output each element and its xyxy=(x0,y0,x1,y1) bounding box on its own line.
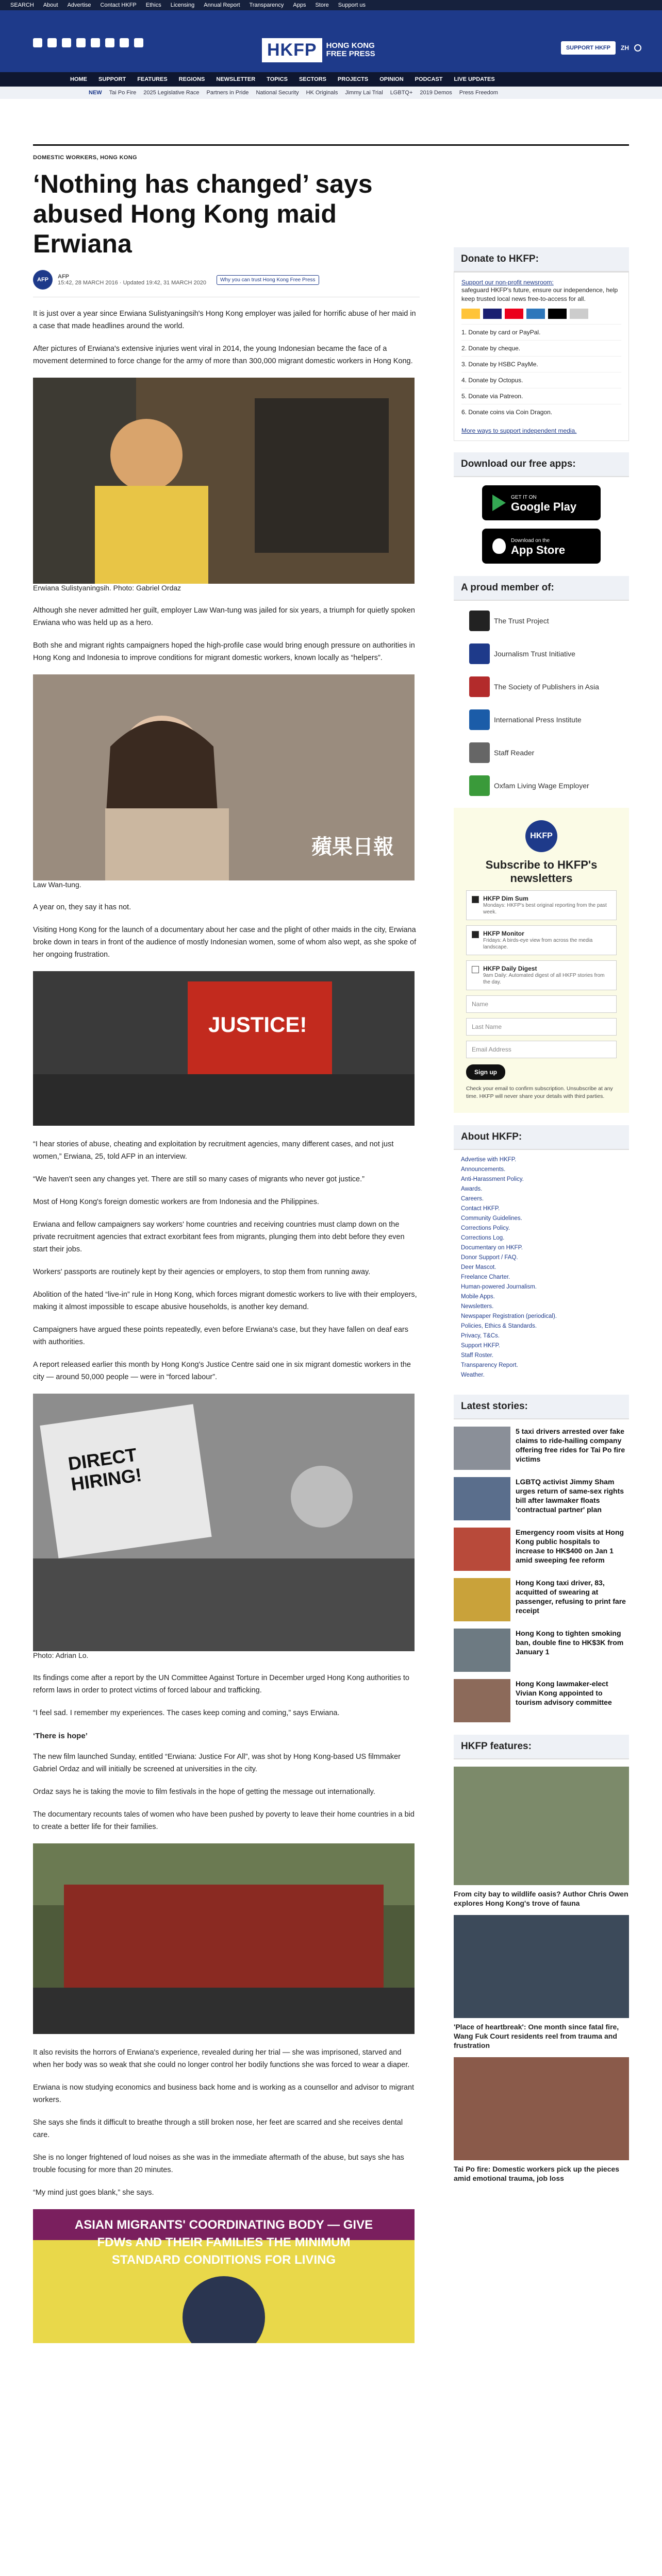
last-name-field[interactable]: Last Name xyxy=(466,1018,617,1036)
photo-erwiana xyxy=(33,378,415,584)
paragraph: “I feel sad. I remember my experiences. The cases keep coming and coming,” says Erwiana. xyxy=(33,1709,340,1717)
feature-image[interactable] xyxy=(454,1915,629,2018)
google-play-badge[interactable] xyxy=(482,485,601,520)
about-link[interactable]: Deer Mascot. xyxy=(461,1264,496,1270)
member-widget xyxy=(454,576,629,799)
feature-image[interactable] xyxy=(454,2057,629,2160)
latest-story[interactable] xyxy=(454,1629,629,1672)
newsletter-option-text xyxy=(483,965,611,986)
figure xyxy=(33,2209,420,2343)
newsletter-option-monitor[interactable] xyxy=(466,925,617,955)
app-store-small: Download on the xyxy=(511,538,550,544)
nav-opinion[interactable]: OPINION xyxy=(379,76,404,82)
donate-option[interactable]: 6. Donate coins via Coin Dragon. xyxy=(461,404,621,420)
paragraph: Erwiana and fellow campaigners say workers' home countries and receiving countries must clamp down on the private recruitment agencies that extract exorbitant fees from migrants, plunging them into debt before they even start their jobs. xyxy=(33,1221,405,1253)
utility-link-about[interactable]: About xyxy=(43,2,58,8)
about-link[interactable]: Freelance Charter. xyxy=(461,1274,510,1280)
nav-sectors[interactable]: SECTORS xyxy=(299,76,326,82)
utility-link-annual-report[interactable]: Annual Report xyxy=(204,2,240,8)
member-name: Oxfam Living Wage Employer xyxy=(494,782,589,790)
nav-home[interactable]: HOME xyxy=(70,76,87,82)
story-thumbnail xyxy=(454,1477,510,1520)
utility-link-support[interactable]: Support us xyxy=(338,2,366,8)
utility-link-advertise[interactable]: Advertise xyxy=(67,2,91,8)
paragraph: Both she and migrant rights campaigners hoped the high-profile case would bring enough pressure on authorities in Hong Kong and Indonesia to improve conditions for migrant domestic workers, known locally as “helpers”. xyxy=(33,641,415,662)
figure xyxy=(33,674,420,889)
about-link[interactable]: Documentary on HKFP. xyxy=(461,1245,523,1251)
story-headline[interactable]: Emergency room visits at Hong Kong public hospitals to increase to HK$400 on Jan 1 amid sweeping fee reform xyxy=(516,1528,624,1564)
support-hkfp-button[interactable]: SUPPORT HKFP xyxy=(561,41,616,55)
newsletter-desc: Mondays: HKFP's best original reporting from the past week. xyxy=(483,903,607,915)
story-thumbnail xyxy=(454,1629,510,1672)
utility-link-licensing[interactable]: Licensing xyxy=(170,2,195,8)
trending-link[interactable]: HK Originals xyxy=(306,90,338,96)
trending-link[interactable]: National Security xyxy=(256,90,299,96)
sidebar xyxy=(454,247,629,2183)
apple-icon xyxy=(492,538,506,554)
google-play-icon xyxy=(492,495,506,511)
article-body xyxy=(33,308,420,2343)
donate-body xyxy=(454,272,629,441)
newsletter-name: HKFP Dim Sum xyxy=(483,895,528,902)
latest-story[interactable] xyxy=(454,1477,629,1520)
apps-title: Download our free apps: xyxy=(454,452,629,477)
paragraph: A year on, they say it has not. xyxy=(33,903,131,911)
about-link[interactable]: Corrections Policy. xyxy=(461,1225,510,1231)
figure xyxy=(33,971,420,1126)
newsletter-name: HKFP Daily Digest xyxy=(483,965,537,972)
nav-features[interactable]: FEATURES xyxy=(137,76,168,82)
sopa-logo xyxy=(469,676,490,697)
donate-widget xyxy=(454,247,629,441)
utility-link-store[interactable]: Store xyxy=(315,2,329,8)
feature-headline[interactable]: 'Place of heartbreak': One month since fatal fire, Wang Fuk Court residents reel from trauma and frustration xyxy=(454,2023,619,2049)
googlepay-icon xyxy=(570,309,588,319)
member-name: International Press Institute xyxy=(494,716,582,724)
paragraph: It also revisits the horrors of Erwiana's experience, revealed during her trial — she was imprisoned, starved and when her body was so weak that she could no longer control her bodily functions she was forced to wear a diaper. xyxy=(33,2048,410,2069)
donate-option[interactable]: 5. Donate via Patreon. xyxy=(461,388,621,404)
story-headline[interactable]: LGBTQ activist Jimmy Sham urges return of same-sex rights bill after lawmaker floats 'contractual partner' plan xyxy=(516,1478,624,1514)
photo-illustration xyxy=(33,378,415,584)
newsletter-option-dim-sum[interactable] xyxy=(466,890,617,920)
nav-projects[interactable]: PROJECTS xyxy=(337,76,369,82)
paragraph: Most of Hong Kong's foreign domestic workers are from Indonesia and the Philippines. xyxy=(33,1198,319,1206)
facebook-icon[interactable] xyxy=(33,38,42,47)
donate-option[interactable]: 4. Donate by Octopus. xyxy=(461,372,621,388)
about-link[interactable]: Contact HKFP. xyxy=(461,1206,500,1212)
donate-text: safeguard HKFP's future, ensure our independence, help keep trusted local news free-to-access for all. xyxy=(461,286,618,302)
photo-direct-hiring xyxy=(33,1394,415,1651)
mail-icon[interactable] xyxy=(120,38,129,47)
instagram-icon[interactable] xyxy=(62,38,71,47)
trending-link[interactable]: LGBTQ+ xyxy=(390,90,413,96)
latest-widget xyxy=(454,1395,629,1722)
latest-story[interactable] xyxy=(454,1578,629,1621)
x-icon[interactable] xyxy=(47,38,57,47)
latest-story[interactable] xyxy=(454,1427,629,1470)
latest-story[interactable] xyxy=(454,1528,629,1571)
figure xyxy=(33,1843,420,2034)
photo-rally xyxy=(33,1843,415,2034)
name-field[interactable]: Name xyxy=(466,995,617,1013)
newsletter-fineprint: Check your email to confirm subscription. Unsubscribe at any time. HKFP will never share your details with third parties. xyxy=(466,1086,613,1099)
member-oxfam[interactable] xyxy=(469,773,629,799)
newsletter-option-text xyxy=(483,930,611,951)
latest-title: Latest stories: xyxy=(454,1395,629,1419)
app-store-text xyxy=(511,535,565,557)
nav-support[interactable]: SUPPORT xyxy=(98,76,126,82)
about-link[interactable]: Mobile Apps. xyxy=(461,1294,495,1300)
trending-link[interactable]: Tai Po Fire xyxy=(109,90,137,96)
language-toggle[interactable]: ZH xyxy=(621,44,629,52)
paragraph: “My mind just goes blank,” she says. xyxy=(33,2189,154,2197)
donate-option[interactable]: 3. Donate by HSBC PayMe. xyxy=(461,356,621,372)
photo-justice-protest xyxy=(33,971,415,1126)
logo-mark: HKFP xyxy=(262,38,322,62)
member-trust-project[interactable] xyxy=(469,608,629,634)
member-sopa[interactable] xyxy=(469,674,629,700)
article-kicker[interactable]: DOMESTIC WORKERS, HONG KONG xyxy=(33,155,137,161)
apps-widget xyxy=(454,452,629,564)
feature-headline[interactable]: From city bay to wildlife oasis? Author Chris Owen explores Hong Kong's trove of fauna xyxy=(454,1890,628,1907)
author-avatar[interactable]: AFP xyxy=(33,270,53,290)
site-logo[interactable] xyxy=(262,34,401,66)
nav-regions[interactable]: REGIONS xyxy=(178,76,205,82)
paragraph: After pictures of Erwiana's extensive injuries went viral in 2014, the young Indonesian became the face of a movement determined to force change for the army of more than 300,000 migrant domestic workers in Hong Kong. xyxy=(33,345,413,365)
linkedin-icon[interactable] xyxy=(91,38,100,47)
checkbox[interactable] xyxy=(472,931,479,938)
donate-link[interactable]: Support our non-profit newsroom: xyxy=(461,279,554,286)
about-link[interactable]: Weather. xyxy=(461,1372,485,1378)
byline xyxy=(33,270,420,290)
feature-image[interactable] xyxy=(454,1767,629,1885)
about-link[interactable]: Human-powered Journalism. xyxy=(461,1284,537,1290)
utility-bar xyxy=(0,0,662,10)
about-links xyxy=(454,1150,629,1385)
staff-reader-logo xyxy=(469,742,490,763)
newsletter-title: Subscribe to HKFP's newsletters xyxy=(485,858,598,885)
member-name: Journalism Trust Initiative xyxy=(494,650,575,658)
about-title: About HKFP: xyxy=(454,1125,629,1150)
member-title: A proud member of: xyxy=(454,576,629,601)
newsletter-name: HKFP Monitor xyxy=(483,930,524,937)
why-trust-button[interactable]: Why you can trust Hong Kong Free Press xyxy=(217,275,319,285)
nav-newsletter[interactable]: NEWSLETTER xyxy=(216,76,256,82)
author-name[interactable]: AFP xyxy=(58,274,69,280)
about-link[interactable]: Newsletters. xyxy=(461,1303,494,1310)
byline-text xyxy=(58,274,206,286)
visa-icon xyxy=(483,309,502,319)
features-widget xyxy=(454,1735,629,2183)
about-link[interactable]: Policies, Ethics & Standards. xyxy=(461,1323,537,1329)
payment-icons xyxy=(461,309,621,319)
paragraph: She is no longer frightened of loud noises as she was in the immediate aftermath of the abuse, but says she has trouble focusing for more than 20 minutes. xyxy=(33,2154,404,2174)
about-link[interactable]: Transparency Report. xyxy=(461,1362,518,1368)
photo-illustration xyxy=(33,971,415,1126)
story-thumbnail xyxy=(454,1427,510,1470)
signup-button[interactable]: Sign up xyxy=(466,1064,505,1080)
paragraph: Abolition of the hated “live-in” rule in Hong Kong, which forces migrant domestic workers to live with their employers, making it almost impossible to escape abusive households, is another key demand. xyxy=(33,1291,417,1311)
member-name: Staff Reader xyxy=(494,749,535,757)
threads-icon[interactable] xyxy=(76,38,86,47)
about-link[interactable]: Privacy, T&Cs. xyxy=(461,1333,500,1339)
member-ipi[interactable] xyxy=(469,707,629,733)
utility-link-apps[interactable]: Apps xyxy=(293,2,306,8)
features-title: HKFP features: xyxy=(454,1735,629,1759)
trending-link[interactable]: 2025 Legislative Race xyxy=(143,90,200,96)
newspaper-watermark: 蘋果日報 xyxy=(311,835,394,859)
article xyxy=(33,155,420,2355)
nav-live-updates[interactable]: LIVE UPDATES xyxy=(454,76,495,82)
newsletter-desc: Fridays: A birds-eye view from across the media landscape. xyxy=(483,938,593,950)
checkbox[interactable] xyxy=(472,896,479,903)
utility-link-contact[interactable]: Contact HKFP xyxy=(100,2,137,8)
nav-topics[interactable]: TOPICS xyxy=(267,76,288,82)
story-thumbnail xyxy=(454,1578,510,1621)
mastercard-icon xyxy=(505,309,523,319)
story-headline[interactable]: 5 taxi drivers arrested over fake claims to ride-hailing company offering free rides for Tai Po fire victims xyxy=(516,1427,625,1463)
about-link[interactable]: Community Guidelines. xyxy=(461,1215,522,1222)
header-divider xyxy=(33,144,629,146)
paragraph: She says she finds it difficult to breathe through a still broken nose, her feet are scarred and she receives dental care. xyxy=(33,2119,403,2139)
article-title: ‘Nothing has changed’ says abused Hong Kong maid Erwiana xyxy=(33,170,373,258)
newsletter-widget xyxy=(454,808,629,1113)
site-header xyxy=(0,10,662,72)
trending-link[interactable]: Press Freedom xyxy=(459,90,498,96)
newsletter-option-daily-digest[interactable] xyxy=(466,960,617,990)
about-link[interactable]: Announcements. xyxy=(461,1166,506,1173)
newsletter-option-text xyxy=(483,895,611,916)
banner-text: ASIAN MIGRANTS' COORDINATING BODY — GIVE FDWs AND THEIR FAMILIES THE MINIMUM STANDARD CONDITIONS FOR LIVING xyxy=(74,2218,373,2267)
amex-icon xyxy=(526,309,545,319)
figure xyxy=(33,1394,420,1659)
checkbox[interactable] xyxy=(472,966,479,973)
photo-amcb-banner xyxy=(33,2209,415,2343)
paragraph: A report released earlier this month by Hong Kong's Justice Centre said one in six migrant domestic workers in the city — around 50,000 people — were in “forced labour”. xyxy=(33,1361,411,1381)
youtube-icon[interactable] xyxy=(105,38,114,47)
subheading: ‘There is hope’ xyxy=(33,1732,88,1740)
logo-line-1: HONG KONG xyxy=(326,41,375,50)
newsletter-logo: HKFP xyxy=(525,820,557,852)
utility-link-transparency[interactable]: Transparency xyxy=(249,2,284,8)
member-staff-reader[interactable] xyxy=(469,740,629,766)
ipi-logo xyxy=(469,709,490,730)
trending-link[interactable]: Jimmy Lai Trial xyxy=(345,90,383,96)
paragraph: Workers' passports are routinely kept by their agencies or employers, to stop them from running away. xyxy=(33,1268,371,1276)
about-link[interactable]: Careers. xyxy=(461,1196,484,1202)
paragraph: “We haven't seen any changes yet. There are still so many cases of migrants who never got justice.” xyxy=(33,1175,365,1183)
paragraph: The new film launched Sunday, entitled “Erwiana: Justice For All”, was shot by Hong Kong-based US filmmaker Gabriel Ordaz and will initially be screened at universities in the city. xyxy=(33,1753,401,1773)
main-nav xyxy=(0,72,662,87)
logo-text xyxy=(326,42,375,58)
paragraph: Visiting Hong Kong for the launch of a documentary about her case and the plight of other maids in the city, Erwiana broke down in tears in front of the audience of mostly Indonesian women, some of whom also wept, as she spoke of her ongoing frustration. xyxy=(33,926,417,959)
oxfam-logo xyxy=(469,775,490,796)
story-headline[interactable]: Hong Kong to tighten smoking ban, double fine to HK$3K from January 1 xyxy=(516,1629,624,1656)
paypal-icon xyxy=(461,309,480,319)
paragraph: Although she never admitted her guilt, employer Law Wan-tung was jailed for six years, a triumph for quietly spoken Erwiana who was held up as a hero. xyxy=(33,606,415,627)
story-headline[interactable]: Hong Kong taxi driver, 83, acquitted of swearing at passenger, refusing to print fare receipt xyxy=(516,1579,626,1615)
paragraph: The documentary recounts tales of women who have been pushed by poverty to leave their home countries in a bid to create a better life for their families. xyxy=(33,1810,415,1831)
about-link[interactable]: Newspaper Registration (periodical). xyxy=(461,1313,557,1319)
social-links xyxy=(33,38,143,47)
jti-logo xyxy=(469,643,490,664)
paragraph: It is just over a year since Erwiana Sulistyaningsih's Hong Kong employer was jailed for horrific abuse of her maid in a case that made headlines around the world. xyxy=(33,310,416,330)
photo-law-wan-tung xyxy=(33,674,415,880)
rss-icon[interactable] xyxy=(134,38,143,47)
trust-project-logo xyxy=(469,611,490,631)
story-thumbnail xyxy=(454,1679,510,1722)
search-icon[interactable] xyxy=(634,44,641,52)
donate-option[interactable]: 2. Donate by cheque. xyxy=(461,340,621,356)
story-thumbnail xyxy=(454,1528,510,1571)
donate-title: Donate to HKFP: xyxy=(454,247,629,272)
paragraph: Ordaz says he is taking the movie to film festivals in the hope of getting the message out internationally. xyxy=(33,1788,375,1796)
google-play-small: GET IT ON xyxy=(511,495,537,500)
about-link[interactable]: Staff Roster. xyxy=(461,1352,494,1359)
feature-headline[interactable]: Tai Po fire: Domestic workers pick up the pieces amid emotional trauma, job loss xyxy=(454,2165,620,2182)
about-link[interactable]: Donor Support / FAQ. xyxy=(461,1255,518,1261)
google-play-large: Google Play xyxy=(511,500,577,513)
latest-story[interactable] xyxy=(454,1679,629,1722)
photo-illustration xyxy=(33,1394,415,1651)
figure xyxy=(33,378,420,592)
newsletter-desc: 9am Daily: Automated digest of all HKFP stories from the day. xyxy=(483,973,605,985)
utility-link-search[interactable]: SEARCH xyxy=(10,2,34,8)
story-headline[interactable]: Hong Kong lawmaker-elect Vivian Kong appointed to tourism advisory committee xyxy=(516,1680,612,1706)
paragraph: Its findings come after a report by the UN Committee Against Torture in December urged Hong Kong authorities to reform laws in order to protect victims of forced labour and trafficking. xyxy=(33,1674,409,1694)
google-play-text xyxy=(511,492,576,514)
logo-line-2: FREE PRESS xyxy=(326,49,375,58)
email-field[interactable]: Email Address xyxy=(466,1041,617,1058)
about-link[interactable]: Awards. xyxy=(461,1186,483,1192)
photo-caption: Photo: Adrian Lo. xyxy=(33,1651,89,1659)
photo-caption: Law Wan-tung. xyxy=(33,880,81,889)
more-ways-link[interactable]: More ways to support independent media. xyxy=(461,427,577,434)
about-link[interactable]: Support HKFP. xyxy=(461,1343,500,1349)
photo-caption: Erwiana Sulistyaningsih. Photo: Gabriel Ordaz xyxy=(33,584,181,592)
paragraph: Erwiana is now studying economics and business back home and is working as a counsellor and advisor to migrant workers. xyxy=(33,2083,415,2104)
trending-link[interactable]: 2019 Demos xyxy=(420,90,452,96)
utility-link-ethics[interactable]: Ethics xyxy=(145,2,161,8)
member-jti[interactable] xyxy=(469,641,629,667)
trending-label: NEW xyxy=(89,90,102,96)
about-link[interactable]: Corrections Log. xyxy=(461,1235,505,1241)
header-actions xyxy=(561,41,641,55)
app-store-badge[interactable] xyxy=(482,529,601,564)
member-name: The Society of Publishers in Asia xyxy=(494,683,599,691)
photo-illustration xyxy=(33,1843,415,2034)
about-link[interactable]: Anti-Harassment Policy. xyxy=(461,1176,524,1182)
applepay-icon xyxy=(548,309,567,319)
article-dates: 15:42, 28 MARCH 2016 · Updated 19:42, 31 MARCH 2020 xyxy=(58,280,206,286)
donate-option[interactable]: 1. Donate by card or PayPal. xyxy=(461,324,621,340)
nav-podcast[interactable]: PODCAST xyxy=(415,76,443,82)
trending-link[interactable]: Partners in Pride xyxy=(206,90,249,96)
paragraph: Campaigners have argued these points repeatedly, even before Erwiana's case, but they have fallen on deaf ears with authorities. xyxy=(33,1326,408,1346)
app-store-large: App Store xyxy=(511,544,566,556)
protest-sign-text: DIRECT HIRING! xyxy=(67,1444,143,1495)
member-name: The Trust Project xyxy=(494,617,549,625)
protest-sign-text: JUSTICE! xyxy=(208,1012,307,1037)
paragraph: “I hear stories of abuse, cheating and exploitation by recruitment agencies, many different cases, and not just women,” Erwiana, 25, told AFP in an interview. xyxy=(33,1140,394,1161)
about-widget xyxy=(454,1125,629,1385)
trending-bar xyxy=(0,87,662,99)
about-link[interactable]: Advertise with HKFP. xyxy=(461,1157,517,1163)
